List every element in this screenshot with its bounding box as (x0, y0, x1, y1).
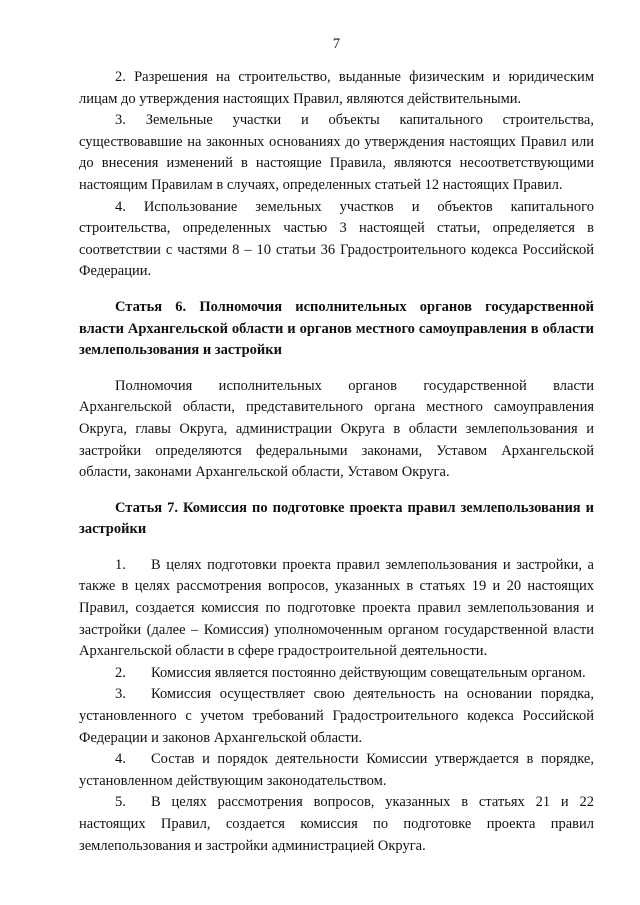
article-7-item-5 (79, 792, 594, 857)
item-number: 4. (115, 751, 126, 768)
item-text: Состав и порядок деятельности Комиссии утверждается в порядке, установленном действующим законодательством. (79, 751, 594, 789)
item-number: 2. (115, 664, 126, 681)
article-6-title: Статья 6. Полномочия исполнительных органов государственной власти Архангельской области и органов местного самоуправления в области землепользования и застройки (79, 298, 594, 359)
article-7-item-2 (79, 663, 594, 685)
item-number: 5. (115, 794, 126, 811)
paragraph-item-3: 3. Земельные участки и объекты капитального строительства, существовавшие на законных основаниях до утверждения настоящих Правил или до внесения изменений в настоящие Правила, являются несоответствующими настоящим Правилам в случаях, определенных статьей 12 настоящих Правил. (79, 112, 594, 193)
item-text: В целях подготовки проекта правил землепользования и застройки, а также в целях рассмотрения вопросов, указанных в статьях 19 и 20 настоящих Правил, создается комиссия по подготовке проекта правил землепользования и застройки (далее – Комиссия) уполномоченным органом государственной власти Архангельской области в сфере градостроительной деятельности. (79, 556, 594, 660)
item-text: Комиссия осуществляет свою деятельность на основании порядка, установленного с учетом требований Градостроительного кодекса Российской Федерации и законов Архангельской области. (79, 686, 594, 746)
item-number: 3. (115, 686, 126, 703)
paragraph-item-4: 4. Использование земельных участков и объектов капитального строительства, определенных частью 3 настоящей статьи, определяется в соответствии с частями 8 – 10 статьи 36 Градостроительного кодекса Российской Федерации. (79, 198, 594, 280)
item-number: 1. (115, 556, 126, 573)
article-7-item-1 (79, 555, 594, 663)
article-7-item-4 (79, 749, 594, 792)
page-number: 7 (332, 36, 341, 52)
article-6-text: Полномочия исполнительных органов государственной власти Архангельской области, представительного органа местного самоуправления Округа, главы Округа, администрации Округа в области землепользования и застройки определяются федеральными законами, Уставом Архангельской области, законами Архангельской области, Уставом Округа. (79, 377, 594, 481)
item-text: В целях рассмотрения вопросов, указанных в статьях 21 и 22 настоящих Правил, создается комиссия по подготовке проекта правил землепользования и застройки администрацией Округа. (79, 794, 594, 854)
paragraph-item-2: 2. Разрешения на строительство, выданные физическим и юридическим лицам до утверждения настоящих Правил, являются действительными. (79, 69, 594, 107)
article-7-title: Статья 7. Комиссия по подготовке проекта правил землепользования и застройки (79, 499, 594, 538)
document-page (79, 34, 594, 857)
article-7-item-3 (79, 684, 594, 749)
item-text: Комиссия является постоянно действующим совещательным органом. (151, 664, 586, 681)
